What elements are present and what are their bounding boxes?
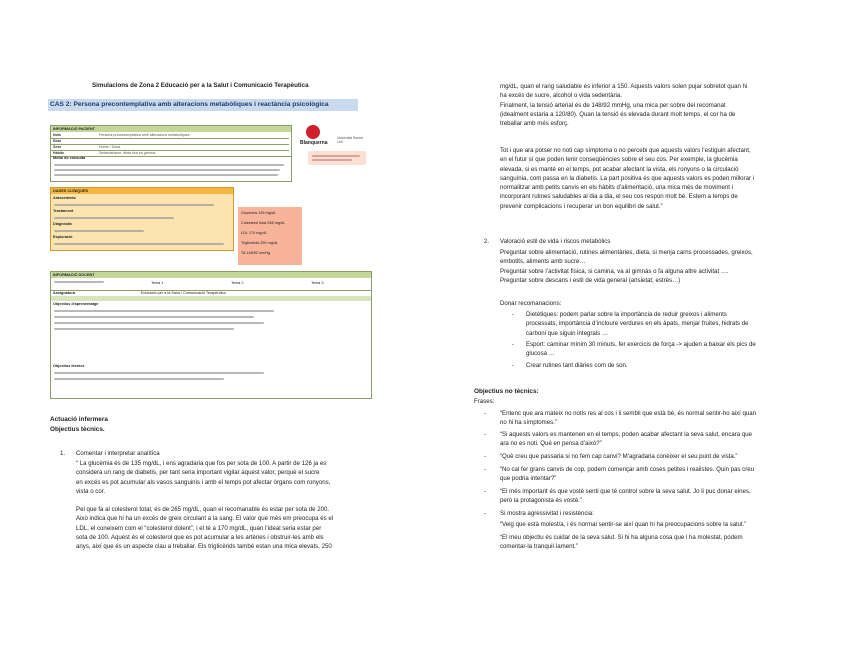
text-line: Preguntar sobre l’activitat física, si camina, va al gimnàs o fa alguna altre activitat …. bbox=[500, 267, 729, 275]
logo-sub: Universitat Ramon Llull bbox=[337, 136, 364, 144]
logo-name: Blanquerna bbox=[300, 140, 328, 146]
blurred-text bbox=[312, 155, 360, 157]
phrase-item bbox=[500, 509, 810, 518]
text-line: “Què creu que passaria si no fem cap canvi? M’agradaria conèixer el seu punt de vista.” bbox=[500, 453, 738, 460]
item1-title: Comentar i interpretar analítica bbox=[76, 450, 160, 457]
teaching-subheader-bg bbox=[51, 296, 371, 301]
phrase-item bbox=[500, 533, 810, 552]
teaching-header: INFORMACIÓ DOCENT bbox=[53, 272, 95, 277]
text-line: Si mostra agressivitat i resistència: bbox=[500, 510, 594, 517]
text-line: LDL, el coneixem com el “colesterol dolent”, i el té a 170 mg/dL, quan l’ideal seria estar per bbox=[76, 524, 322, 532]
text-line: Crear rutines tant diàries com de son. bbox=[526, 362, 628, 369]
patient-notes bbox=[50, 155, 292, 182]
text-line: vista o cor. bbox=[76, 487, 106, 495]
text-line: “ La glucèmia és de 135 mg/dL, i ens agradaria que fos per sota de 100. A partir de 126 ja es bbox=[76, 460, 327, 467]
phrase-item bbox=[500, 409, 810, 428]
text-line: “Veig que està molest/a, i és normal sentir-se així quan hi ha preocupacions sobre la salut.” bbox=[500, 521, 747, 528]
text-line: embotits, aliments amb sucre… bbox=[500, 258, 586, 266]
clinical-row-label: Diagnòstic bbox=[53, 222, 73, 226]
dash-bullet: - bbox=[512, 311, 515, 318]
blurred-text bbox=[54, 328, 234, 330]
case-figure bbox=[50, 125, 372, 398]
blurred-text bbox=[54, 310, 274, 312]
dash-bullet: - bbox=[484, 466, 487, 473]
row-value: Home / Dona bbox=[99, 144, 121, 149]
text-line: Esport: caminar mínim 30 minuts, fer exercicis de força -> ajuden a baixar els pics de bbox=[526, 341, 756, 348]
patient-info-table bbox=[50, 125, 292, 157]
frases-title: Frases: bbox=[474, 398, 495, 405]
item2-title: Valoració estil de vida i riscos metabòlics bbox=[500, 238, 611, 245]
clinical-data-table bbox=[50, 187, 234, 251]
text-line: glucosa … bbox=[526, 350, 555, 358]
topic-col: Tema 1 bbox=[151, 281, 164, 285]
text-line: no hi ha símptomes.” bbox=[500, 419, 557, 427]
teaching-info-table bbox=[50, 271, 372, 399]
blurred-text bbox=[54, 281, 104, 283]
blurred-text bbox=[54, 169, 280, 171]
subject-label: Assignatura bbox=[53, 290, 75, 295]
dash-bullet: - bbox=[484, 488, 487, 495]
text-line: “No cal fer grans canvis de cop, podem començar amb coses petites i realistes. Quin pas creu bbox=[500, 466, 755, 473]
lifestyle-questions bbox=[500, 248, 800, 285]
text-line: treballar amb més esforç. bbox=[500, 120, 569, 128]
text-line: “Si aquests valors es mantenen en el temps, poden acabar afectant la seva salut, encara que bbox=[500, 431, 753, 438]
dash-bullet: - bbox=[484, 410, 487, 417]
row-key: Hàbits bbox=[53, 150, 64, 155]
text-line: Tot i que ara potser no noti cap símptoma o no percebi que aquests valors l’estiguin afectant, bbox=[500, 147, 751, 154]
text-line: normalitzar amb petits canvis en els hàbits d’alimentació, una mica més de moviment i bbox=[500, 184, 734, 192]
phrase-item bbox=[500, 452, 810, 461]
heading-objectius-no-tecnics: Objectius no tècnics: bbox=[474, 388, 539, 395]
row-key: Nom bbox=[53, 132, 61, 137]
text-line: en excés es pot acumular als vasos sanguinis i amb el temps pot afectar òrgans com ronyons, bbox=[76, 478, 331, 486]
text-line: processats, importància d’incloure verdures en els àpats, menjar fruites, hidrats de bbox=[526, 320, 749, 328]
phrase-item bbox=[500, 487, 810, 506]
text-line: sanguínia, com passa en la diabetis. La part positiva és que aquests valors es poden millorar i bbox=[500, 174, 755, 182]
lab-value: Glucèmia 135 mg/dL bbox=[241, 211, 277, 215]
item2-number: 2. bbox=[484, 238, 490, 245]
text-line: prevenir complicacions i recuperar un bon equilibri de salut.” bbox=[500, 202, 663, 210]
text-line: Preguntar sobre descans i estil de vida general (ansietat, estrès…) bbox=[500, 276, 681, 284]
text-line: Finalment, la tensió arterial és de 148/92 mmHg, una mica per sobre del recomanat bbox=[500, 101, 726, 109]
blurred-text bbox=[54, 174, 278, 176]
phrase-item bbox=[500, 430, 810, 449]
text-line: comentar-la tranquil·lament.” bbox=[500, 543, 578, 551]
row-value: Sedentarisme, dieta rica en greixos bbox=[99, 150, 156, 155]
blurred-text bbox=[54, 217, 174, 219]
row-key: Sexe bbox=[53, 144, 62, 149]
notes-label: Motiu de consulta bbox=[53, 156, 86, 160]
topic-col: Tema 2 bbox=[231, 281, 244, 285]
blurred-text bbox=[312, 159, 352, 161]
blurred-text bbox=[54, 378, 224, 380]
lab-value: TA 148/92 mmHg bbox=[241, 251, 271, 255]
text-line: Dietètiques: podem parlar sobre la importància de reduir greixos i aliments bbox=[526, 311, 727, 318]
dash-bullet: - bbox=[484, 510, 487, 517]
blurred-text bbox=[54, 243, 224, 245]
case-title: CAS 2: Persona precontemplativa amb alteracions metabòliques i reactància psicològica bbox=[50, 101, 329, 108]
page-right bbox=[424, 0, 848, 655]
text-line: Preguntar sobre alimentació, rutines alimentàries, dieta, si menja carns processades, greixos, bbox=[500, 249, 753, 256]
heading-actuacio: Actuació infermera bbox=[50, 416, 108, 423]
rec-routines bbox=[526, 361, 806, 370]
subject-name: Educació per a la Salut i Comunicació Terapèutica bbox=[141, 290, 226, 295]
blurred-text bbox=[54, 316, 254, 318]
text-line: “Entenc que ara mateix no notis res al cos i li sembli que està bé, és normal sentir-ho així quan bbox=[500, 410, 757, 417]
row-value: Persona precontemplativa amb alteracions metabòliques bbox=[99, 132, 190, 137]
text-line: ha excés de sucre, alcohol o vida sedentària. bbox=[500, 92, 622, 100]
blurred-text bbox=[54, 322, 264, 324]
row-key: Edat bbox=[53, 138, 61, 143]
heading-objectius-tecnics: Objectius tècnics. bbox=[50, 426, 105, 433]
text-line: “El més important és que vostè senti que té control sobre la seva salut. Jo li puc donar eines, bbox=[500, 488, 751, 495]
blurred-text bbox=[54, 230, 144, 232]
phrase-item bbox=[500, 465, 810, 484]
blanquerna-logo-icon bbox=[306, 125, 320, 139]
document-title: Simulacions de Zona 2 Educació per a la Salut i Comunicació Terapèutica bbox=[92, 82, 309, 89]
topic-col: Tema 3 bbox=[311, 281, 324, 285]
clinical-row-label: Exploració bbox=[53, 235, 73, 239]
section-tecnics: Objectius tècnics bbox=[53, 364, 85, 368]
text-line: elevada, si es manté en el temps, pot acabar afectant la vista, els ronyons o la circulació bbox=[500, 165, 739, 173]
dash-bullet: - bbox=[484, 431, 487, 438]
blurred-text bbox=[54, 204, 214, 206]
pink-note bbox=[308, 151, 366, 165]
clinical-row-label: Tractament bbox=[53, 209, 74, 213]
text-line: anys, així que és un aspecte clau a treballar. Els triglicèrids també estan una mica elevats, 250 bbox=[76, 543, 332, 551]
dash-bullet: - bbox=[512, 362, 515, 369]
rec-diet bbox=[526, 310, 806, 338]
text-line: (idealment estaria a 120/80). Quan la tensió és elevada durant molt temps, el cor ha de bbox=[500, 110, 736, 118]
text-line: Pel que fa al colesterol total, és de 265 mg/dL, quan el recomanable és estar per sota de 200. bbox=[76, 506, 330, 513]
text-line: incorporant rutines saludables al dia a dia, el seu cos respon molt bé. Estem a temps de bbox=[500, 193, 738, 201]
text-line: que podria intentar?” bbox=[500, 475, 557, 483]
dash-bullet: - bbox=[512, 341, 515, 348]
text-line: considera un rang de diabetis, per tant seria important vigilar aquest valor, perquè el sucre bbox=[76, 469, 320, 477]
patient-info-header: INFORMACIÓ PACIENT bbox=[53, 126, 95, 131]
section-aprenentatge: Objectius d'aprenentatge bbox=[53, 302, 99, 306]
rec-exercise bbox=[526, 340, 806, 359]
text-line: però la protagonista és vostè.” bbox=[500, 497, 582, 505]
blurred-text bbox=[54, 164, 284, 166]
text-line: ara no es noti. Què en pensa d’això?” bbox=[500, 440, 602, 448]
text-line: carboni que siguin integrals … bbox=[526, 329, 608, 337]
text-line: Això indica que hi ha un excés de greix circulant a la sang. El valor que més em preocupa és el bbox=[76, 515, 334, 523]
clinical-header: DADES CLÍNIQUES bbox=[53, 188, 89, 193]
text-line: mg/dL, quan el rang saludable és inferior a 150. Aquests valors solen pujar sobretot quan hi bbox=[500, 83, 748, 90]
item1-number: 1. bbox=[60, 450, 66, 457]
text-line: en el futur sí que poden tenir conseqüències sobre el seu cos. Per exemple, la glucèmia bbox=[500, 156, 738, 164]
analysis-paragraph-2 bbox=[76, 505, 376, 551]
text-line: “El meu objectiu és cuidar de la seva salut. Si hi ha alguna cosa que l ha molestat, podem bbox=[500, 534, 743, 541]
consequences-paragraph bbox=[500, 146, 800, 211]
phrase-item bbox=[500, 520, 810, 529]
text-line: sota de 100. Aquest és el colesterol que es pot acumular a les artèries i obstruir-les amb els bbox=[76, 533, 324, 541]
blurred-text bbox=[54, 372, 264, 374]
lab-value: Colesterol total 265 mg/dL bbox=[241, 221, 286, 225]
dash-bullet: - bbox=[484, 453, 487, 460]
lab-value: LDL 170 mg/dL bbox=[241, 231, 267, 235]
lab-value: Triglicèrids 250 mg/dL bbox=[241, 241, 279, 245]
recommendations-title: Donar recomanacions: bbox=[500, 300, 562, 307]
lab-values-box bbox=[238, 207, 302, 265]
clinical-row-label: Antecedents bbox=[53, 196, 76, 200]
analysis-paragraph-1 bbox=[76, 459, 376, 496]
analysis-paragraph-3 bbox=[500, 82, 800, 128]
